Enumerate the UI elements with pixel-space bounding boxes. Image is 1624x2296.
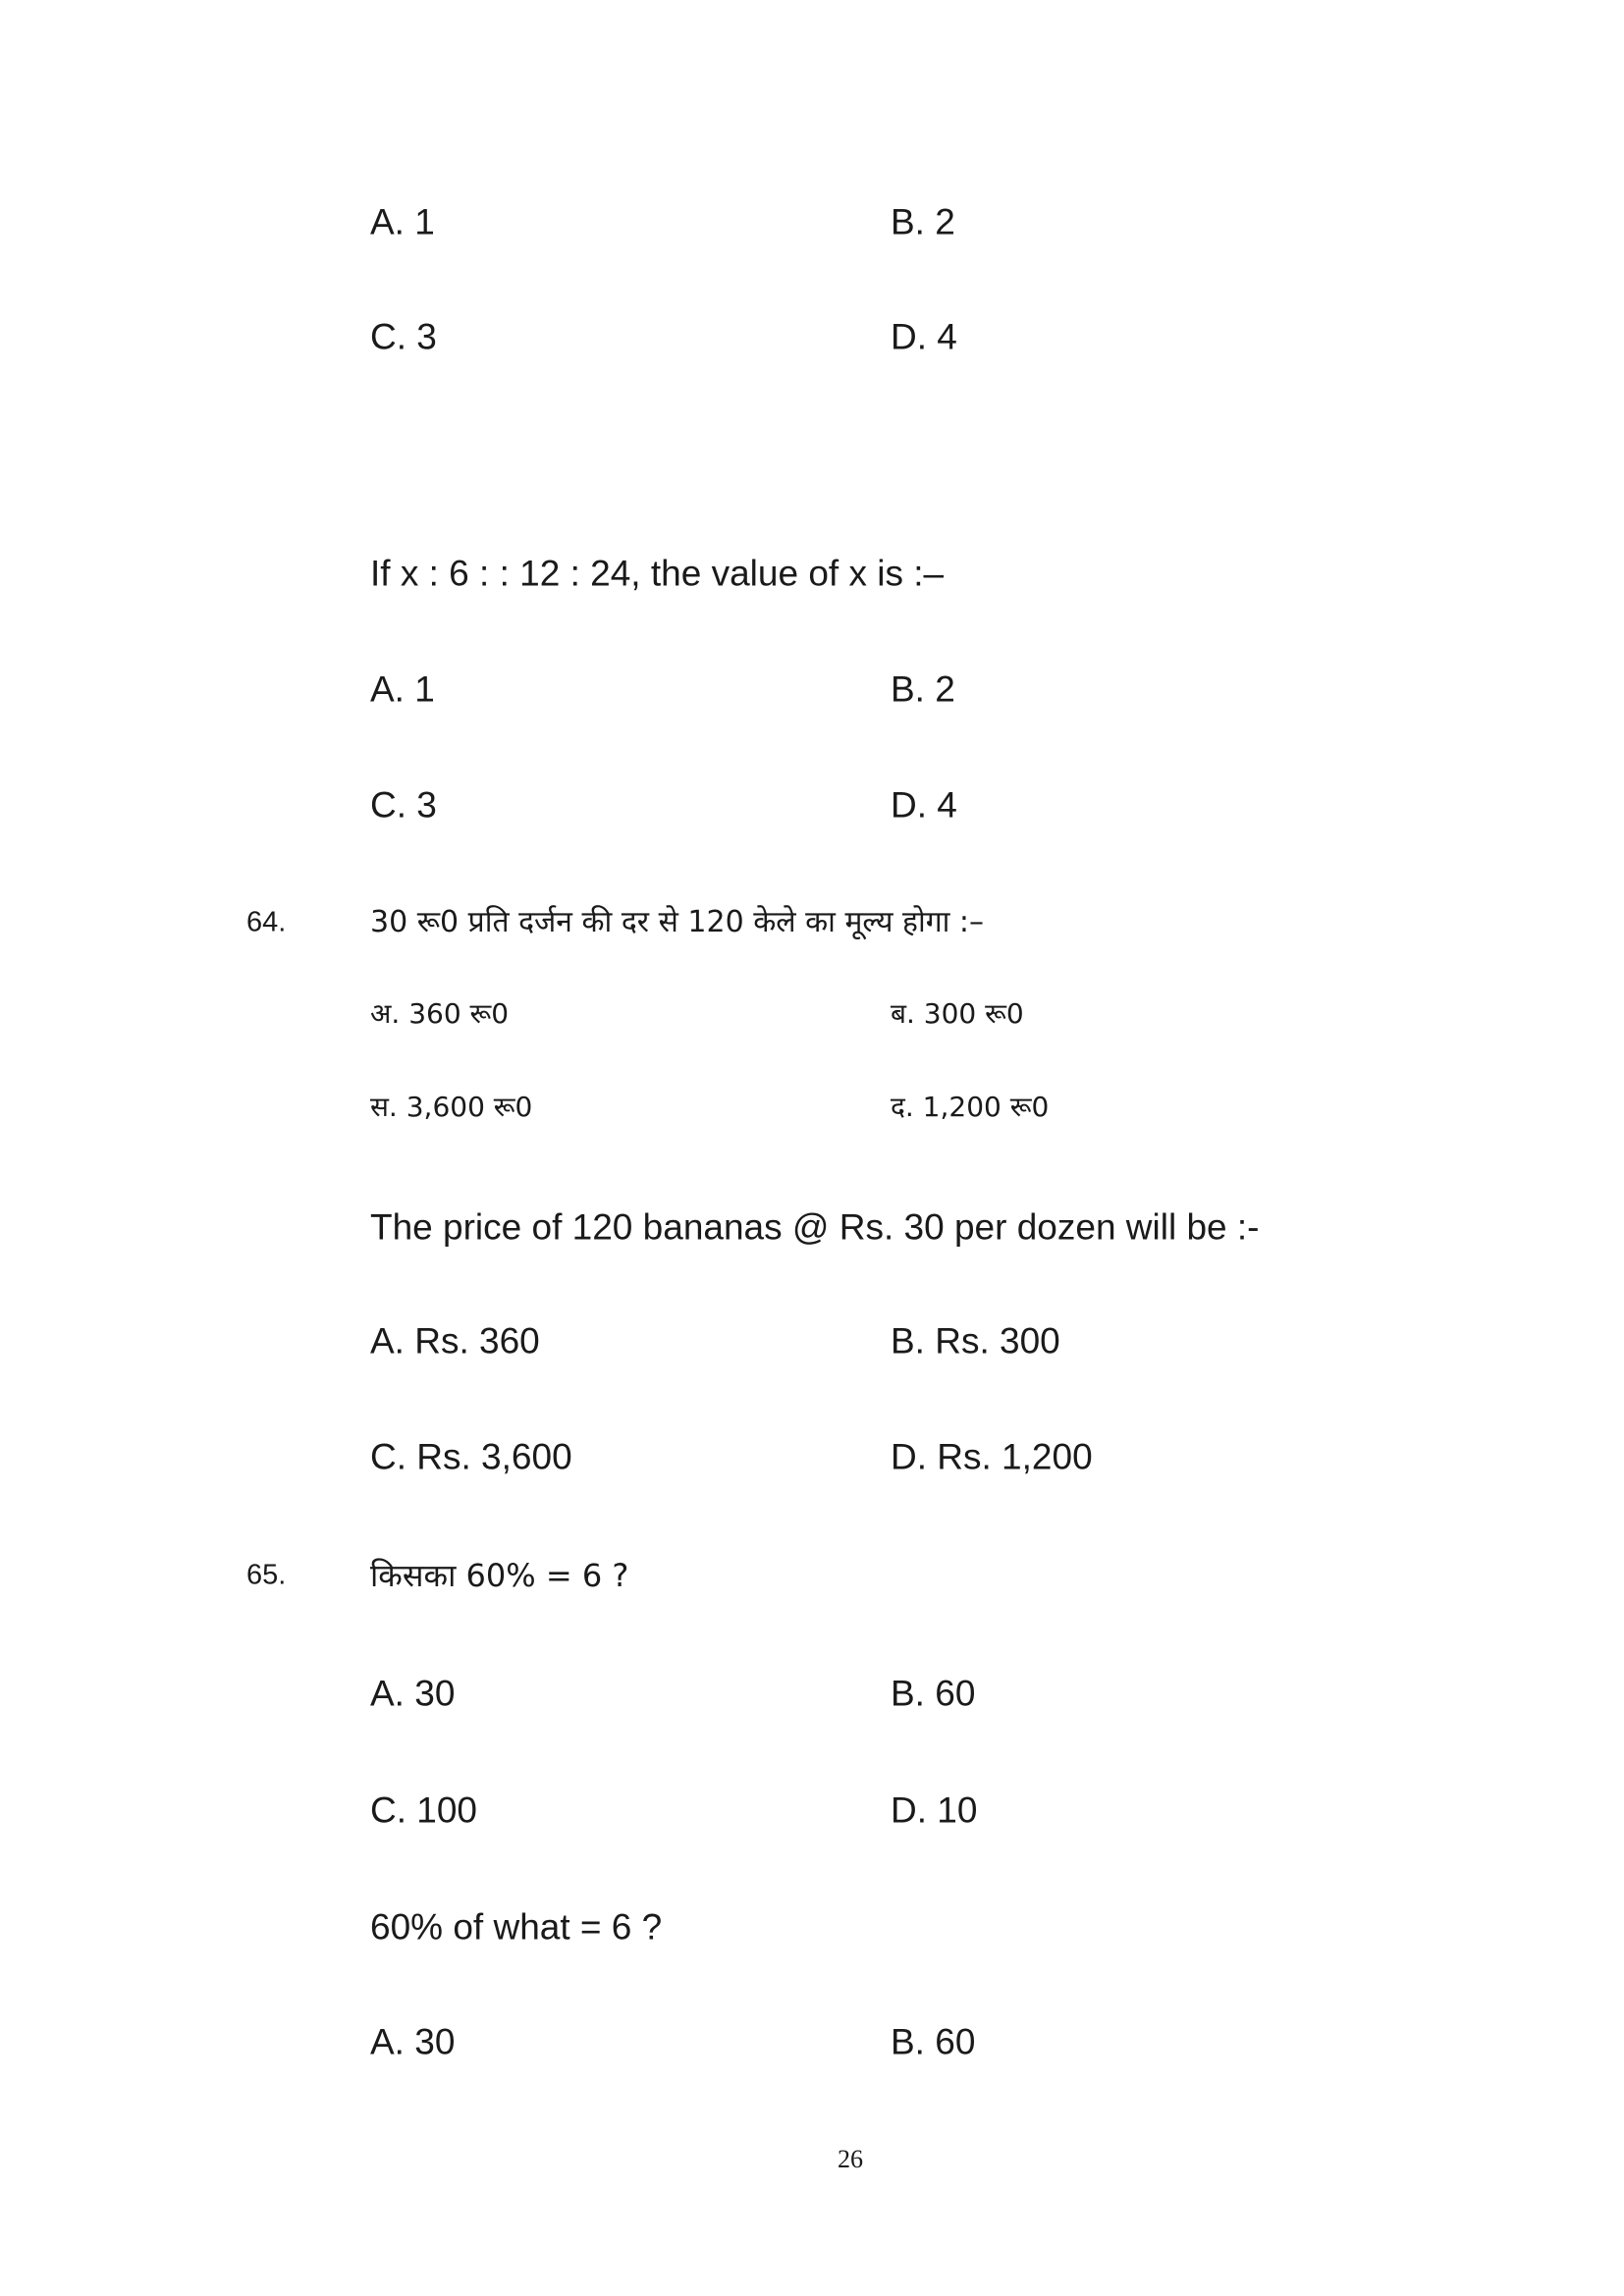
- option-c: C. 100: [370, 1789, 478, 1831]
- option-a: A. 1: [370, 668, 435, 710]
- option-b: B. 2: [891, 201, 955, 242]
- option-b: B. Rs. 300: [891, 1320, 1060, 1362]
- option-c-hindi: स. 3,600 रू0: [370, 1091, 533, 1123]
- option-b: B. 60: [891, 2021, 976, 2062]
- option-d: D. Rs. 1,200: [891, 1436, 1093, 1477]
- option-c: C. 3: [370, 316, 437, 357]
- option-a: A. 30: [370, 1673, 456, 1714]
- option-b: B. 60: [891, 1673, 976, 1714]
- option-c: C. 3: [370, 784, 437, 826]
- question-64-hindi: 30 रू0 प्रति दर्जन की दर से 120 केले का मूल्य होगा :–: [370, 905, 985, 939]
- option-a: A. Rs. 360: [370, 1320, 540, 1362]
- question-65-hindi: किसका 60% = 6 ?: [370, 1557, 629, 1594]
- question-number: 64.: [246, 906, 287, 938]
- option-b-hindi: ब. 300 रू0: [891, 997, 1024, 1030]
- option-d-hindi: द. 1,200 रू0: [891, 1091, 1050, 1123]
- question-63-english: If x : 6 : : 12 : 24, the value of x is :–: [370, 553, 945, 594]
- option-d: D. 4: [891, 316, 957, 357]
- page-number: 26: [838, 2145, 863, 2173]
- option-b: B. 2: [891, 668, 955, 710]
- question-65-english: 60% of what = 6 ?: [370, 1906, 663, 1948]
- question-64-english: The price of 120 bananas @ Rs. 30 per dozen will be :-: [370, 1206, 1260, 1248]
- option-a: A. 30: [370, 2021, 456, 2062]
- question-number: 65.: [246, 1559, 287, 1591]
- option-d: D. 4: [891, 784, 957, 826]
- option-d: D. 10: [891, 1789, 978, 1831]
- option-a-hindi: अ. 360 रू0: [370, 997, 510, 1030]
- option-a: A. 1: [370, 201, 435, 242]
- option-c: C. Rs. 3,600: [370, 1436, 572, 1477]
